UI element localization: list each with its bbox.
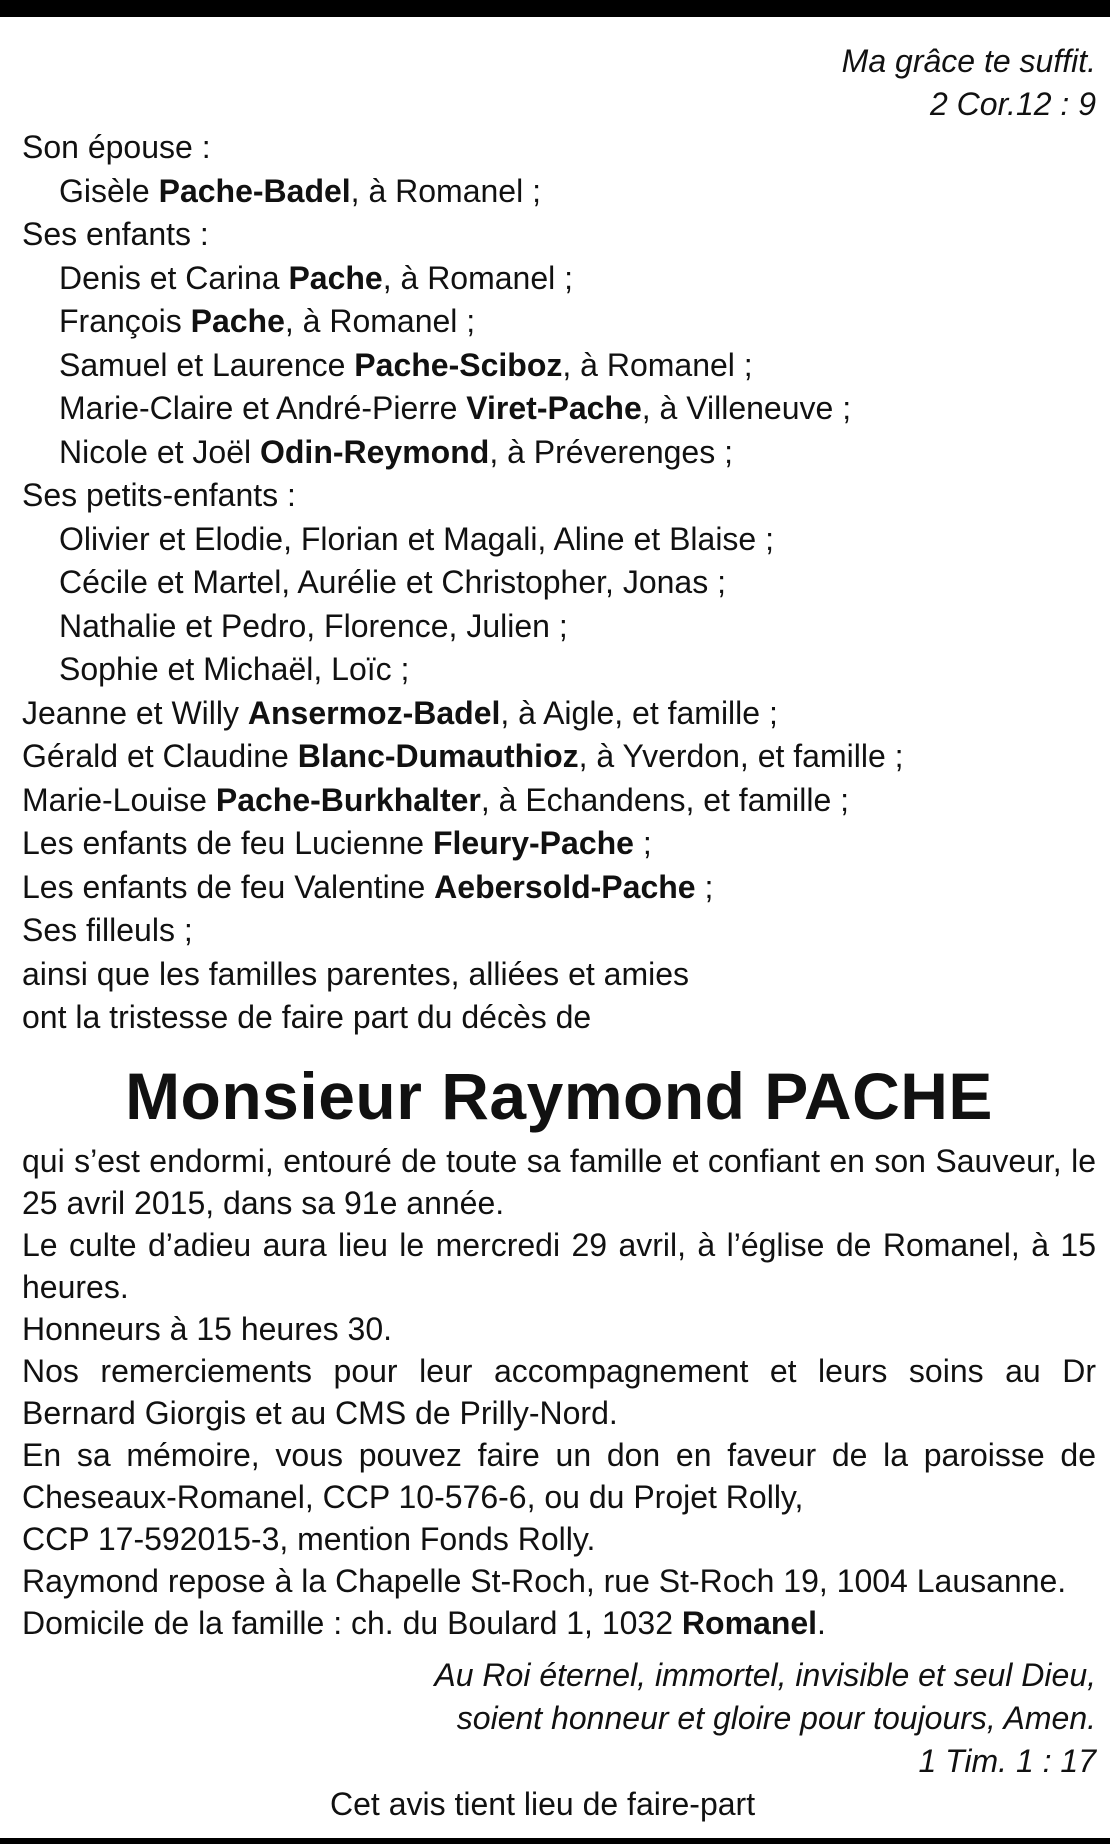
family-line-text: , à Romanel ; (562, 346, 753, 383)
service-paragraph: Le culte d’adieu aura lieu le mercredi 29 avril, à l’église de Romanel, à 15 heures. (22, 1226, 1096, 1305)
family-line-text: Marie-Louise (22, 781, 216, 818)
donation-paragraph: En sa mémoire, vous pouvez faire un don en faveur de la paroisse de Cheseaux-Romanel, CCP 10-576-6, ou du Projet Rolly, (22, 1436, 1096, 1515)
family-address-town: Romanel (681, 1604, 818, 1641)
family-surname: Pache-Burkhalter (215, 781, 481, 818)
family-line (22, 996, 1096, 1040)
family-line (22, 170, 1096, 214)
family-line-text: ; (633, 825, 652, 861)
family-surname: Pache (288, 259, 383, 296)
family-line (22, 779, 1096, 823)
family-surname: Pache (190, 303, 285, 339)
family-address-text: Domicile de la famille : ch. du Boulard 1, 1032 (22, 1604, 682, 1641)
family-line-text: ont la tristesse de faire part du décès de (22, 999, 592, 1035)
donation-account-paragraph: CCP 17-592015-3, mention Fonds Rolly. (22, 1520, 596, 1557)
family-line (22, 474, 1096, 518)
family-line (22, 561, 1096, 605)
opening-verse (22, 40, 1096, 126)
opening-verse-text: Ma grâce te suffit. (841, 43, 1096, 79)
family-line-text: Son épouse : (22, 129, 211, 165)
family-surname: Odin-Reymond (259, 433, 490, 470)
family-surname: Blanc-Dumauthioz (297, 738, 579, 774)
family-line-text: ainsi que les familles parentes, alliées et amies (22, 955, 689, 992)
family-line (22, 605, 1096, 649)
family-line (22, 692, 1096, 736)
family-line (22, 387, 1096, 431)
honours-paragraph: Honneurs à 15 heures 30. (22, 1310, 393, 1347)
family-line-text: , à Romanel ; (350, 172, 541, 209)
resting-place-paragraph: Raymond repose à la Chapelle St-Roch, rue St-Roch 19, 1004 Lausanne. (22, 1562, 1067, 1599)
family-line-text: Denis et Carina (59, 259, 289, 296)
opening-verse-reference: 2 Cor.12 : 9 (929, 86, 1096, 122)
family-address-end: . (817, 1604, 826, 1641)
family-line-text: Ses filleuls ; (22, 912, 193, 948)
family-line-text: , à Romanel ; (284, 303, 476, 339)
family-line-text: Jeanne et Willy (22, 694, 248, 731)
announcement-paragraph: qui s’est endormi, entouré de toute sa famille et confiant en son Sauveur, le 25 avril 2015, dans sa 91e année. (22, 1142, 1096, 1221)
family-line-text: Les enfants de feu Valentine (22, 868, 435, 905)
top-border (0, 0, 1110, 17)
family-surname: Aebersold-Pache (434, 868, 696, 905)
family-line (22, 257, 1096, 301)
family-line-text: Nathalie et Pedro, Florence, Julien ; (59, 607, 568, 644)
family-line (22, 300, 1096, 344)
family-line-text: Nicole et Joël (59, 433, 260, 470)
family-line (22, 735, 1096, 779)
family-line (22, 431, 1096, 475)
family-line-text: , à Aigle, et famille ; (500, 694, 778, 731)
family-line (22, 953, 1096, 997)
family-line-text: Gérald et Claudine (22, 738, 298, 774)
closing-verse-line-1: Au Roi éternel, immortel, invisible et seul Dieu, (434, 1656, 1096, 1693)
family-line (22, 909, 1096, 953)
family-surname: Pache-Sciboz (354, 346, 563, 383)
family-line-text: ; (695, 868, 714, 905)
family-line-text: Gisèle (59, 172, 159, 209)
family-line-text: Ses enfants : (22, 216, 209, 252)
family-line-text: Ses petits-enfants : (22, 477, 296, 513)
family-line-text: , à Villeneuve ; (641, 390, 852, 426)
closing-verse-line-2: soient honneur et gloire pour toujours, Amen. (456, 1699, 1096, 1736)
family-line-text: , à Yverdon, et famille ; (578, 738, 904, 774)
family-line-text: Les enfants de feu Lucienne (22, 825, 433, 861)
family-line-text: Marie-Claire et André-Pierre (59, 390, 467, 426)
family-line (22, 344, 1096, 388)
family-line (22, 213, 1096, 257)
bottom-border (0, 1838, 1110, 1844)
family-line-text: , à Echandens, et famille ; (480, 781, 850, 818)
family-line (22, 648, 1096, 692)
family-line-text: Olivier et Elodie, Florian et Magali, Aline et Blaise ; (59, 520, 774, 557)
family-line-text: Samuel et Laurence (59, 346, 355, 383)
family-list (22, 126, 1096, 1040)
family-line (22, 866, 1096, 910)
notice-content (22, 40, 1096, 1826)
family-line-text: , à Romanel ; (382, 259, 574, 296)
family-surname: Ansermoz-Badel (247, 694, 501, 731)
family-line-text: , à Préverenges ; (489, 433, 733, 470)
closing-verse (22, 1654, 1096, 1783)
family-line-text: Sophie et Michaël, Loïc ; (59, 651, 410, 687)
family-line-text: François (59, 303, 191, 339)
deceased-name: Monsieur Raymond PACHE (125, 1058, 993, 1133)
family-line-text: Cécile et Martel, Aurélie et Christopher, Jonas ; (59, 564, 726, 600)
family-line (22, 518, 1096, 562)
family-surname: Viret-Pache (466, 390, 642, 426)
family-surname: Fleury-Pache (432, 825, 634, 861)
family-line (22, 822, 1096, 866)
family-line (22, 126, 1096, 170)
footer-note: Cet avis tient lieu de faire-part (330, 1785, 756, 1822)
family-surname: Pache-Badel (158, 172, 351, 209)
thanks-paragraph: Nos remerciements pour leur accompagnement et leurs soins au Dr Bernard Giorgis et au CMS de Prilly-Nord. (22, 1352, 1096, 1431)
family-address-paragraph (22, 1602, 1096, 1644)
closing-verse-reference: 1 Tim. 1 : 17 (918, 1742, 1096, 1779)
